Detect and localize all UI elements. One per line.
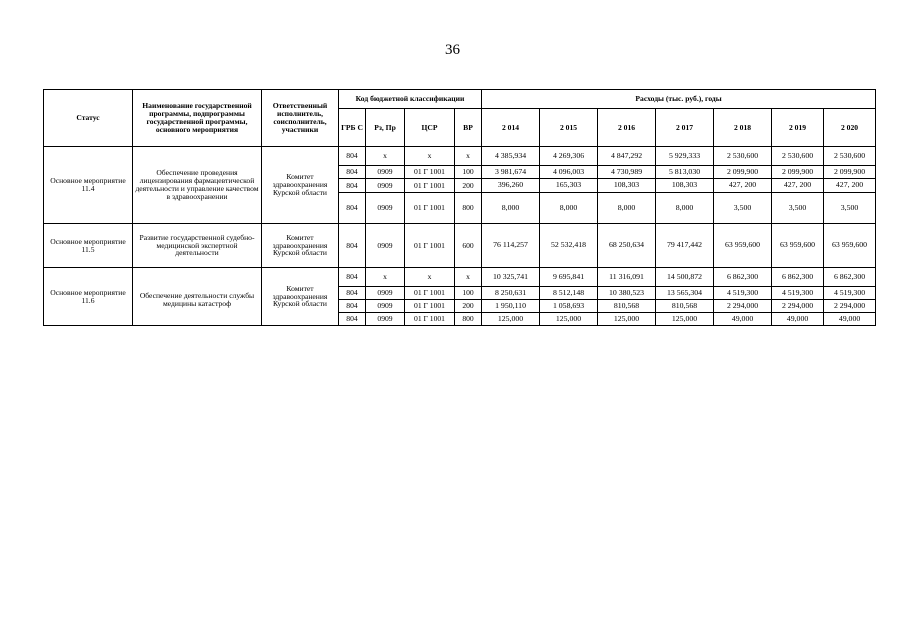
value-cell: 3,500 (772, 193, 824, 224)
page-number: 36 (445, 42, 460, 58)
rzpr-cell: 0909 (366, 179, 405, 193)
value-cell: 4 730,989 (598, 166, 656, 179)
value-cell: 49,000 (824, 313, 876, 326)
vr-cell: 600 (455, 224, 482, 268)
header-budget-code: Код бюджетной классификации (339, 90, 482, 109)
value-cell: 125,000 (540, 313, 598, 326)
table-row (44, 268, 876, 287)
value-cell: 49,000 (772, 313, 824, 326)
value-cell: 810,568 (598, 300, 656, 313)
value-cell: 4 847,292 (598, 147, 656, 166)
header-year-2015: 2 015 (540, 109, 598, 147)
vr-cell: 800 (455, 193, 482, 224)
rzpr-cell: х (366, 268, 405, 287)
value-cell: 125,000 (482, 313, 540, 326)
value-cell: 1 058,693 (540, 300, 598, 313)
rzpr-cell: 0909 (366, 224, 405, 268)
grbs-cell: 804 (339, 268, 366, 287)
value-cell: 63 959,600 (824, 224, 876, 268)
grbs-cell: 804 (339, 179, 366, 193)
header-grbs: ГРБ С (339, 109, 366, 147)
csr-cell: х (405, 147, 455, 166)
csr-cell: 01 Г 1001 (405, 193, 455, 224)
value-cell: 8 512,148 (540, 287, 598, 300)
csr-cell: 01 Г 1001 (405, 313, 455, 326)
grbs-cell: 804 (339, 193, 366, 224)
value-cell: 427, 200 (824, 179, 876, 193)
value-cell: 4 269,306 (540, 147, 598, 166)
vr-cell: х (455, 147, 482, 166)
value-cell: 427, 200 (772, 179, 824, 193)
value-cell: 125,000 (598, 313, 656, 326)
value-cell: 2 530,600 (714, 147, 772, 166)
rzpr-cell: 0909 (366, 193, 405, 224)
header-status: Статус (44, 90, 133, 147)
value-cell: 6 862,300 (772, 268, 824, 287)
value-cell: 4 519,300 (772, 287, 824, 300)
value-cell: 2 099,900 (772, 166, 824, 179)
grbs-cell: 804 (339, 147, 366, 166)
grbs-cell: 804 (339, 287, 366, 300)
vr-cell: 200 (455, 300, 482, 313)
value-cell: 76 114,257 (482, 224, 540, 268)
value-cell: 6 862,300 (714, 268, 772, 287)
value-cell: 63 959,600 (772, 224, 824, 268)
event-name-cell: Развитие государственной судебно-медицинской экспертной деятельности (133, 224, 262, 268)
header-name: Наименование государственной программы, подпрограммы государственной программы, основного мероприятия (133, 90, 262, 147)
table-row (44, 224, 876, 268)
value-cell: 14 500,872 (656, 268, 714, 287)
value-cell: 810,568 (656, 300, 714, 313)
grbs-cell: 804 (339, 313, 366, 326)
value-cell: 49,000 (714, 313, 772, 326)
rzpr-cell: 0909 (366, 300, 405, 313)
header-year-2017: 2 017 (656, 109, 714, 147)
value-cell: 2 294,000 (772, 300, 824, 313)
header-year-2014: 2 014 (482, 109, 540, 147)
value-cell: 427, 200 (714, 179, 772, 193)
value-cell: 10 325,741 (482, 268, 540, 287)
value-cell: 125,000 (656, 313, 714, 326)
value-cell: 4 385,934 (482, 147, 540, 166)
value-cell: 2 294,000 (714, 300, 772, 313)
header-year-2016: 2 016 (598, 109, 656, 147)
vr-cell: 100 (455, 287, 482, 300)
csr-cell: х (405, 268, 455, 287)
value-cell: 2 099,900 (714, 166, 772, 179)
rzpr-cell: 0909 (366, 287, 405, 300)
executor-cell: Комитет здравоохранения Курской области (262, 268, 339, 326)
status-cell: Основное мероприятие 11.4 (44, 147, 133, 224)
vr-cell: 100 (455, 166, 482, 179)
csr-cell: 01 Г 1001 (405, 300, 455, 313)
value-cell: 4 096,003 (540, 166, 598, 179)
csr-cell: 01 Г 1001 (405, 166, 455, 179)
executor-cell: Комитет здравоохранения Курской области (262, 147, 339, 224)
status-cell: Основное мероприятие 11.6 (44, 268, 133, 326)
value-cell: 63 959,600 (714, 224, 772, 268)
event-name-cell: Обеспечение проведения лицензирования фармацевтической деятельности и управление качеством в здравоохранении (133, 147, 262, 224)
vr-cell: 200 (455, 179, 482, 193)
value-cell: 10 380,523 (598, 287, 656, 300)
grbs-cell: 804 (339, 300, 366, 313)
value-cell: 396,260 (482, 179, 540, 193)
value-cell: 2 530,600 (772, 147, 824, 166)
event-name-cell: Обеспечение деятельности службы медицины катастроф (133, 268, 262, 326)
executor-cell: Комитет здравоохранения Курской области (262, 224, 339, 268)
vr-cell: 800 (455, 313, 482, 326)
status-cell: Основное мероприятие 11.5 (44, 224, 133, 268)
value-cell: 79 417,442 (656, 224, 714, 268)
header-year-2018: 2 018 (714, 109, 772, 147)
value-cell: 108,303 (656, 179, 714, 193)
value-cell: 4 519,300 (824, 287, 876, 300)
value-cell: 2 099,900 (824, 166, 876, 179)
value-cell: 68 250,634 (598, 224, 656, 268)
rzpr-cell: х (366, 147, 405, 166)
value-cell: 2 530,600 (824, 147, 876, 166)
value-cell: 108,303 (598, 179, 656, 193)
value-cell: 13 565,304 (656, 287, 714, 300)
value-cell: 11 316,091 (598, 268, 656, 287)
value-cell: 1 950,110 (482, 300, 540, 313)
value-cell: 9 695,841 (540, 268, 598, 287)
value-cell: 8,000 (656, 193, 714, 224)
rzpr-cell: 0909 (366, 313, 405, 326)
budget-table (43, 89, 876, 326)
rzpr-cell: 0909 (366, 166, 405, 179)
grbs-cell: 804 (339, 224, 366, 268)
header-year-2020: 2 020 (824, 109, 876, 147)
vr-cell: х (455, 268, 482, 287)
table-row (44, 147, 876, 166)
csr-cell: 01 Г 1001 (405, 287, 455, 300)
csr-cell: 01 Г 1001 (405, 224, 455, 268)
value-cell: 8 250,631 (482, 287, 540, 300)
value-cell: 165,303 (540, 179, 598, 193)
value-cell: 3 981,674 (482, 166, 540, 179)
header-vr: ВР (455, 109, 482, 147)
value-cell: 6 862,300 (824, 268, 876, 287)
header-executor: Ответственный исполнитель, соисполнитель, участники (262, 90, 339, 147)
value-cell: 5 813,030 (656, 166, 714, 179)
value-cell: 8,000 (482, 193, 540, 224)
header-rzpr: Рз, Пр (366, 109, 405, 147)
value-cell: 8,000 (540, 193, 598, 224)
header-csr: ЦСР (405, 109, 455, 147)
value-cell: 52 532,418 (540, 224, 598, 268)
value-cell: 2 294,000 (824, 300, 876, 313)
value-cell: 3,500 (824, 193, 876, 224)
value-cell: 8,000 (598, 193, 656, 224)
grbs-cell: 804 (339, 166, 366, 179)
value-cell: 4 519,300 (714, 287, 772, 300)
csr-cell: 01 Г 1001 (405, 179, 455, 193)
value-cell: 3,500 (714, 193, 772, 224)
header-year-2019: 2 019 (772, 109, 824, 147)
value-cell: 5 929,333 (656, 147, 714, 166)
header-expenses: Расходы (тыс. руб.), годы (482, 90, 876, 109)
